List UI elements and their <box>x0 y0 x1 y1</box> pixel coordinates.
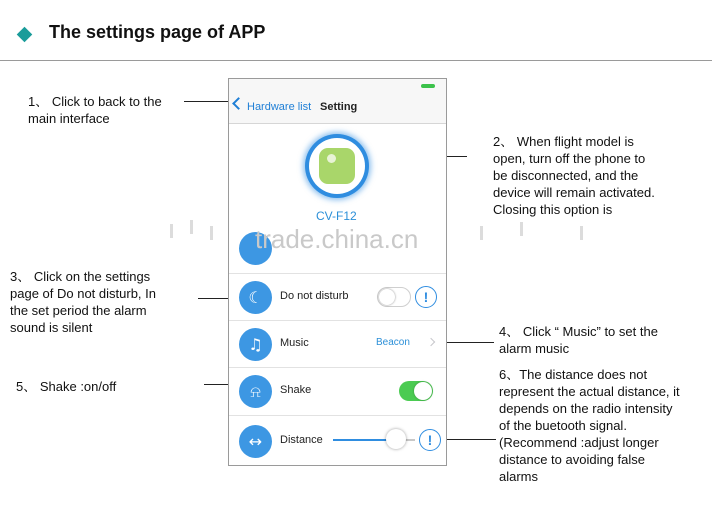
music-value: Beacon <box>376 337 410 348</box>
note-distance-line: depends on the radio intensity <box>499 401 673 416</box>
toggle-knob <box>414 382 432 400</box>
watermark-mark <box>480 226 483 240</box>
note-distance-line: represent the actual distance, it <box>499 384 680 399</box>
nav-bar <box>229 79 446 124</box>
distance-slider-rest[interactable] <box>405 439 415 441</box>
watermark-mark <box>520 222 523 236</box>
note-distance <box>499 366 680 485</box>
note-back-line: 1、 Click to back to the <box>28 94 162 109</box>
note-flight-line: 2、 When flight model is <box>493 134 634 149</box>
settings-row-distance[interactable] <box>229 415 446 466</box>
note-back <box>28 93 162 127</box>
chevron-left-icon[interactable] <box>232 97 245 110</box>
tag-hole <box>327 154 336 163</box>
watermark-mark <box>190 220 193 234</box>
note-dnd <box>10 268 156 336</box>
row-label: Music <box>280 337 309 349</box>
settings-row-music[interactable] <box>229 320 446 367</box>
title-diamond-icon <box>17 27 33 43</box>
do-not-disturb-toggle[interactable] <box>377 287 411 307</box>
chevron-right-icon <box>427 338 435 346</box>
back-button[interactable]: Hardware list <box>247 101 312 113</box>
info-icon[interactable]: ! <box>419 429 441 451</box>
row-label: Distance <box>280 434 323 446</box>
device-name: CV-F12 <box>316 209 357 223</box>
music-note-icon: ♫ <box>239 328 272 361</box>
bell-icon: ⍾ <box>239 375 272 408</box>
note-flight-line: open, turn off the phone to <box>493 151 646 166</box>
moon-icon: ☾ <box>239 281 272 314</box>
note-flight-line: device will remain activated. <box>493 185 655 200</box>
note-flight <box>493 133 655 218</box>
title-divider <box>0 60 712 61</box>
note-dnd-line: the set period the alarm <box>10 303 147 318</box>
watermark-mark <box>210 226 213 240</box>
nav-title: Setting <box>320 101 358 113</box>
watermark-mark <box>580 226 583 240</box>
note-distance-line: 6、The distance does not <box>499 367 648 382</box>
settings-row-shake[interactable] <box>229 367 446 414</box>
note-distance-line: distance to avoiding false <box>499 452 645 467</box>
phone-screen <box>228 78 447 466</box>
note-back-line: main interface <box>28 111 110 126</box>
page-title: The settings page of APP <box>49 22 266 42</box>
info-icon[interactable]: ! <box>415 286 437 308</box>
note-flight-line: be disconnected, and the <box>493 168 639 183</box>
distance-icon: ↔ <box>239 425 272 458</box>
note-dnd-line: page of Do not disturb, In <box>10 286 156 301</box>
note-distance-line: alarms <box>499 469 539 484</box>
note-dnd-line: sound is silent <box>10 320 93 335</box>
device-avatar[interactable] <box>305 134 369 198</box>
note-music-line: alarm music <box>499 341 570 356</box>
row-label: Do not disturb <box>280 290 349 302</box>
distance-slider-handle[interactable] <box>386 429 406 449</box>
note-music-line: 4、 Click “ Music” to set the <box>499 324 658 339</box>
note-shake-line: 5、 Shake :on/off <box>16 379 117 394</box>
settings-row-do-not-disturb[interactable] <box>229 273 446 320</box>
tag-device-icon <box>319 148 355 184</box>
row-label: Shake <box>280 384 312 396</box>
note-shake <box>16 378 116 395</box>
watermark-mark <box>170 224 173 238</box>
battery-icon <box>421 84 435 88</box>
note-flight-line: Closing this option is <box>493 202 613 217</box>
note-music <box>499 323 658 357</box>
watermark: trade.china.cn <box>255 224 419 254</box>
note-dnd-line: 3、 Click on the settings <box>10 269 151 284</box>
shake-toggle[interactable] <box>399 381 433 401</box>
device-avatar-frame <box>309 138 365 194</box>
toggle-knob <box>379 289 395 305</box>
note-distance-line: (Recommend :adjust longer <box>499 435 659 450</box>
note-distance-line: of the buetooth signal. <box>499 418 627 433</box>
